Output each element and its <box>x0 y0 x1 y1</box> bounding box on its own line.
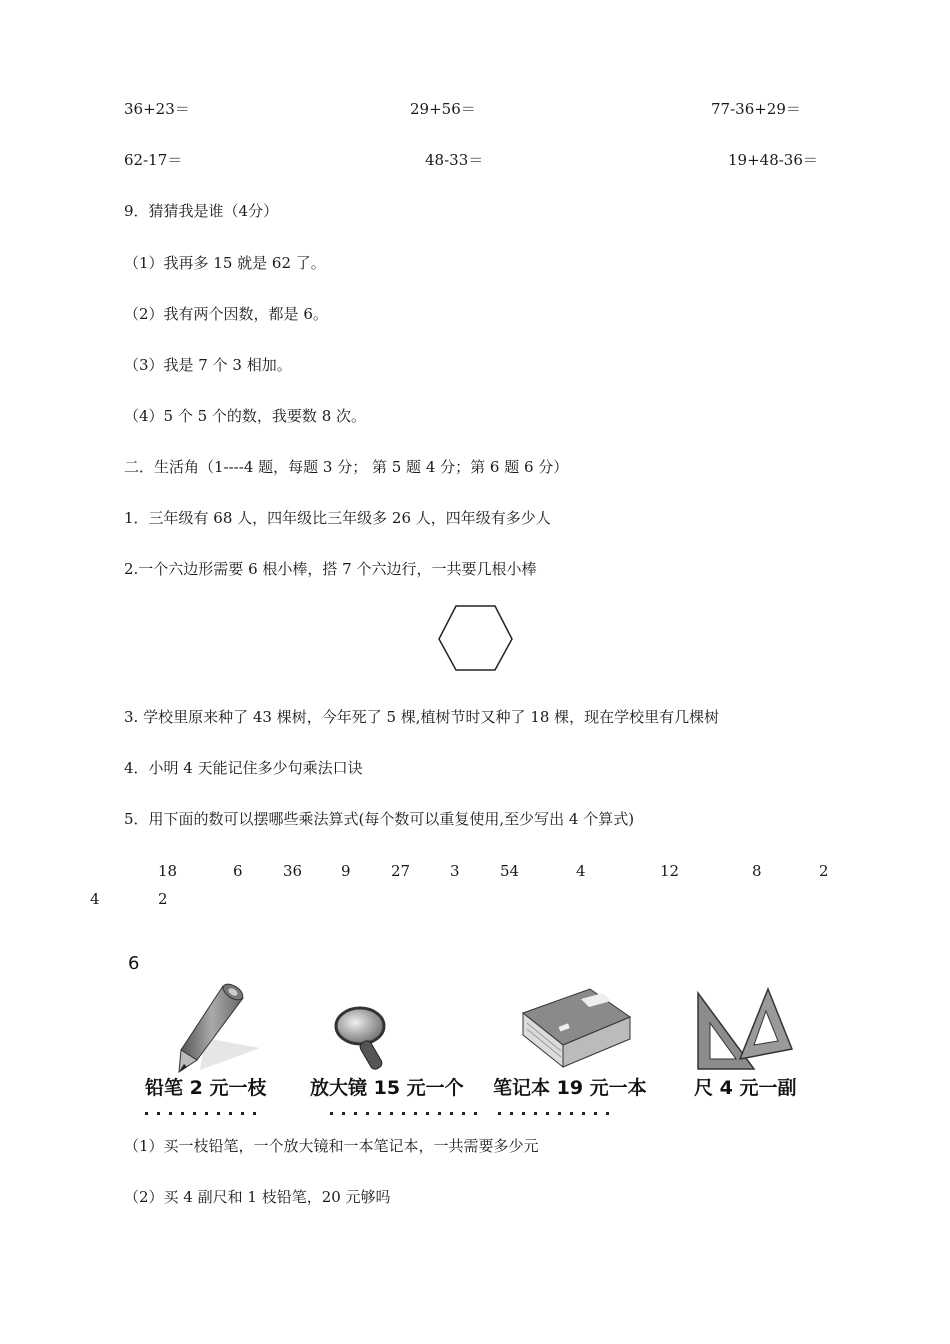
number-item: 4 <box>576 862 586 880</box>
notebook-price-caption: 笔记本 19 元一本 <box>493 1077 647 1099</box>
magnifier-price-caption: 放大镜 15 元一个 <box>310 1077 464 1099</box>
exercise-1: 36+23＝ <box>124 100 190 118</box>
question-9-title: 9．猜猜我是谁（4分） <box>124 202 279 220</box>
pencil-price-caption: 铅笔 2 元一枝 <box>145 1077 267 1099</box>
number-item: 4 <box>90 890 100 908</box>
number-item: 2 <box>158 890 168 908</box>
question-6-sub-1: （1）买一枝铅笔，一个放大镜和一本笔记本，一共需要多少元 <box>124 1137 539 1155</box>
number-item: 12 <box>660 862 680 880</box>
exercise-6: 19+48-36＝ <box>728 151 818 169</box>
word-problem-4: 4．小明 4 天能记住多少句乘法口诀 <box>124 759 363 777</box>
magnifier-icon <box>330 1002 400 1074</box>
question-6-label: 6 <box>128 953 140 974</box>
number-item: 3 <box>450 862 460 880</box>
question-9-item-4: （4）5 个 5 个的数，我要数 8 次。 <box>124 407 367 425</box>
exercise-3: 77-36+29＝ <box>711 100 801 118</box>
number-item: 27 <box>391 862 411 880</box>
word-problem-1: 1．三年级有 68 人，四年级比三年级多 26 人，四年级有多少人 <box>124 509 551 527</box>
exercise-2: 29+56＝ <box>410 100 476 118</box>
question-6-sub-2: （2）买 4 副尺和 1 枝铅笔，20 元够吗 <box>124 1188 391 1206</box>
question-9-item-2: （2）我有两个因数，都是 6。 <box>124 305 328 323</box>
number-item: 9 <box>341 862 351 880</box>
notebook-icon <box>515 985 635 1075</box>
number-item: 36 <box>283 862 303 880</box>
number-item: 6 <box>233 862 243 880</box>
number-item: 54 <box>500 862 520 880</box>
section-2-title: 二．生活角（1----4 题，每题 3 分； 第 5 题 4 分；第 6 题 6 分） <box>124 458 569 476</box>
ruler-icon <box>690 987 800 1073</box>
pencil-icon <box>165 978 265 1074</box>
image-artifact-dots <box>330 1101 486 1105</box>
number-item: 18 <box>158 862 178 880</box>
exercise-5: 48-33＝ <box>425 151 484 169</box>
exercise-4: 62-17＝ <box>124 151 183 169</box>
word-problem-2: 2.一个六边形需要 6 根小棒，搭 7 个六边行，一共要几根小棒 <box>124 560 537 578</box>
image-artifact-dots <box>145 1101 265 1105</box>
word-problem-3: 3. 学校里原来种了 43 棵树，今年死了 5 棵,植树节时又种了 18 棵，现在学校里有几棵树 <box>124 708 720 726</box>
hexagon-figure <box>435 604 515 672</box>
question-9-item-1: （1）我再多 15 就是 62 了。 <box>124 254 326 272</box>
ruler-price-caption: 尺 4 元一副 <box>694 1077 797 1099</box>
question-9-item-3: （3）我是 7 个 3 相加。 <box>124 356 292 374</box>
image-artifact-dots <box>498 1101 618 1105</box>
word-problem-5: 5．用下面的数可以摆哪些乘法算式(每个数可以重复使用,至少写出 4 个算式) <box>124 810 635 828</box>
number-item: 8 <box>752 862 762 880</box>
number-item: 2 <box>819 862 829 880</box>
